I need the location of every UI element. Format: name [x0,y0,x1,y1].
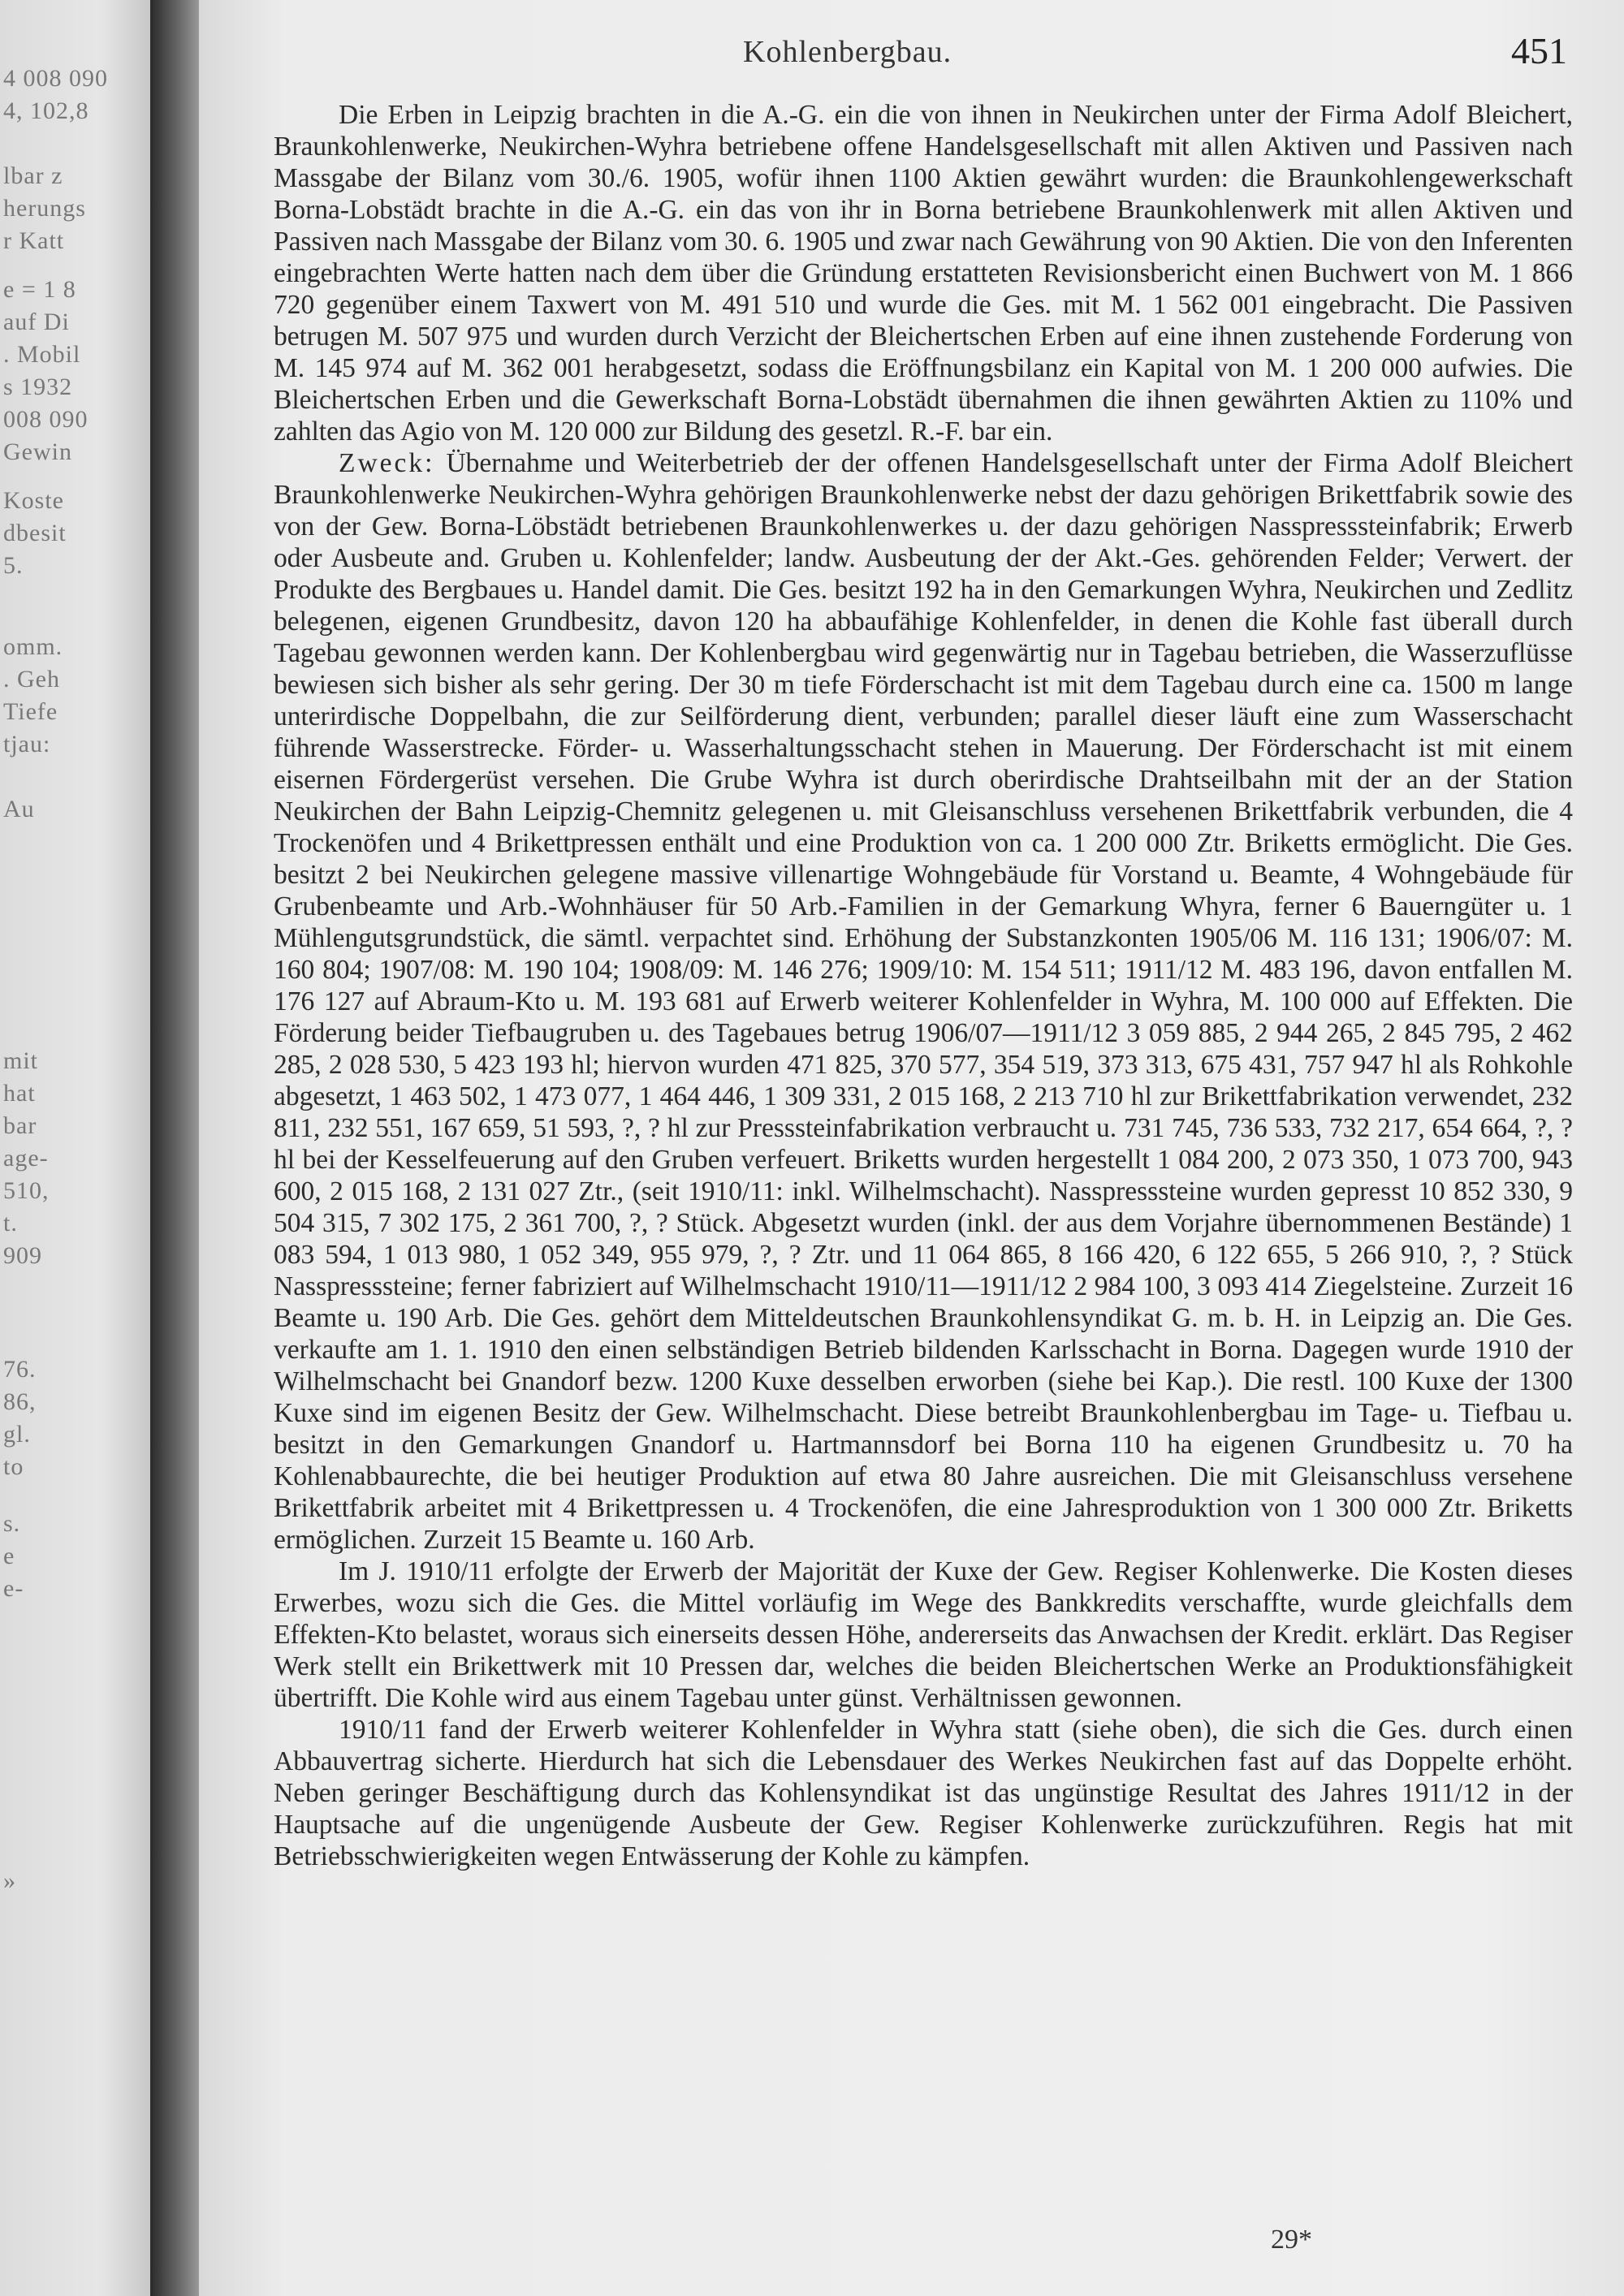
previous-page-fragment: 008 090 [3,406,89,433]
paragraph-wyhra [274,1714,1573,1872]
body-text [274,99,1573,1872]
previous-page-fragment: herungs [3,195,86,222]
previous-page-fragment: » [3,1867,16,1894]
previous-page-fragment: tjau: [3,731,51,757]
previous-page-fragment: s. [3,1510,21,1537]
previous-page-fragment: hat [3,1080,36,1107]
paragraph-text: Im J. 1910/11 erfolgte der Erwerb der Majorität der Kuxe der Gew. Regiser Kohlenwerke. Die Kosten dieses Erwerbes, wozu sich die Ges. die Mittel vorläufig im Wege des Bankkredits verschaffte, wurde gleichfalls dem Effekten-Kto belastet, woraus sich einerseits dessen Höhe, andererseits das Anwachsen der Kredit. erklärt. Das Regiser Werk stellt ein Brikettwerk mit 10 Pressen dar, welches die beiden Bleichertschen Werke an Produktionsfähigkeit übertrifft. Die Kohle wird aus einem Tagebau unter günst. Verhältnissen gewonnen. [274,1556,1573,1713]
previous-page-fragment: t. [3,1210,18,1236]
running-header: Kohlenbergbau. [743,35,952,69]
page-number: 451 [1511,30,1567,71]
previous-page-fragment: to [3,1453,24,1480]
previous-page-fragment: e [3,1543,15,1569]
document-page [199,0,1624,2296]
previous-page-fragment: 510, [3,1177,50,1204]
previous-page-fragment: omm. [3,633,63,660]
previous-page-fragment: 5. [3,552,24,579]
previous-page-fragment: lbar z [3,162,63,189]
previous-page-edge [0,0,166,2296]
previous-page-fragment: gl. [3,1421,31,1448]
previous-page-fragment: s 1932 [3,373,73,400]
previous-page-fragment: dbesit [3,520,67,546]
previous-page-fragment: bar [3,1112,37,1139]
previous-page-fragment: 76. [3,1356,37,1383]
paragraph-text: Übernahme und Weiterbetrieb der der offenen Handelsgesellschaft unter der Firma Adolf Bleichert Braunkohlenwerke Neukirchen-Wyhra gehörigen Braunkohlenwerke nebst der dazu gehörigen Brikettfabrik sowie des von der Gew. Borna-Löbstädt betriebenen Braunkohlenwerkes u. der dazu gehörigen Nasspresssteinfabrik; Erwerb oder Ausbeute and. Gruben u. Kohlenfelder; landw. Ausbeutung der der Akt.-Ges. gehörenden Felder; Verwert. der Produkte des Bergbaues u. Handel damit. Die Ges. besitzt 192 ha in den Gemarkungen Wyhra, Neukirchen und Zedlitz belegenen, eigenen Grundbesitz, davon 120 ha abbaufähige Kohlenfelder, in denen die Kohle fast überall durch Tagebau gewonnen werden kann. Der Kohlenbergbau wird gegenwärtig nur in Tagebau betrieben, die Wasserzuflüsse bewiesen sich bisher als sehr gering. Der 30 m tiefe Förderschacht ist mit dem Tagebau durch eine ca. 1500 m lange unterirdische Doppelbahn, die zur Seilförderung dient, verbunden; parallel dieser läuft eine zum Wasserschacht führende Wasserstrecke. Förder- u. Wasserhaltungsschacht stehen in Mauerung. Der Förderschacht ist mit einem eisernen Fördergerüst versehen. Die Grube Wyhra ist durch oberirdische Drahtseilbahn mit der an der Station Neukirchen der Bahn Leipzig-Chemnitz gelegenen u. mit Gleisanschluss versehenen Brikettfabrik verbunden, die 4 Trockenöfen und 4 Brikettpressen enthält und eine Produktion von ca. 1 200 000 Ztr. Briketts ermöglicht. Die Ges. besitzt 2 bei Neukirchen gelegene massive villenartige Wohngebäude für Vorstand u. Beamte, 4 Wohngebäude für Grubenbeamte und Arb.-Wohnhäuser für 50 Arb.-Familien in der Gemarkung Whyra, ferner 6 Bauerngüter u. 1 Mühlengutsgrundstück, die sämtl. verpachtet sind. Erhöhung der Substanzkonten 1905/06 M. 116 131; 1906/07: M. 160 804; 1907/08: M. 190 104; 1908/09: M. 146 276; 1909/10: M. 154 511; 1911/12 M. 483 196, davon entfallen M. 176 127 auf Abraum-Kto u. M. 193 681 auf Erwerb weiterer Kohlenfelder in Wyhra, M. 100 000 auf Effekten. Die Förderung beider Tiefbaugruben u. des Tagebaues betrug 1906/07—1911/12 3 059 885, 2 944 265, 2 845 795, 2 462 285, 2 028 530, 5 423 193 hl; hiervon wurden 471 825, 370 577, 354 519, 373 313, 675 431, 757 947 hl als Rohkohle abgesetzt, 1 463 502, 1 473 077, 1 464 446, 1 309 331, 2 015 168, 2 213 710 hl zur Brikettfabrikation verwendet, 232 811, 232 551, 167 659, 51 593, ?, ? hl zur Presssteinfabrikation verbraucht u. 731 745, 736 533, 732 217, 654 664, ?, ? hl bei der Kesselfeuerung auf den Gruben verfeuert. Briketts wurden hergestellt 1 084 200, 2 073 350, 1 073 700, 943 600, 2 015 168, 2 131 027 Ztr., (seit 1910/11: inkl. Wilhelmschacht). Nasspresssteine wurden gepresst 10 852 330, 9 504 315, 7 302 175, 2 361 700, ?, ? Stück. Abgesetzt wurden (inkl. der aus dem Vorjahre übernommenen Bestände) 1 083 594, 1 013 980, 1 052 349, 955 979, ?, ? Ztr. und 11 064 865, 8 166 420, 6 122 655, 5 266 910, ?, ? Stück Nasspresssteine; ferner fabriziert auf Wilhelmschacht 1910/11—1911/12 2 984 100, 3 093 414 Ziegelsteine. Zurzeit 16 Beamte u. 190 Arb. Die Ges. gehört dem Mitteldeutschen Braunkohlensyndikat G. m. b. H. in Leipzig an. Die Ges. verkaufte am 1. 1. 1910 den einen selbständigen Betrieb bildenden Karlsschacht in Borna. Dagegen wurde 1910 der Wilhelmschacht bei Gnandorf bezw. 1200 Kuxe desselben erworben (siehe bei Kap.). Die restl. 100 Kuxe der 1300 Kuxe sind im eigenen Besitz der Gew. Wilhelmschacht. Diese betreibt Braunkohlenbergbau im Tage- u. Tiefbau u. besitzt in den Gemarkungen Gnandorf u. Hartmannsdorf bei Borna 110 ha eigenen Grundbesitz u. 70 ha Kohlenabbaurechte, die bei heutiger Produktion auf etwa 80 Jahre ausreichen. Die mit Gleisanschluss versehene Brikettfabrik arbeitet mit 4 Brikettpressen u. 4 Trockenöfen, die eine Jahresproduktion von 1 300 000 Ztr. Briketts ermöglichen. Zurzeit 15 Beamte u. 160 Arb. [274,448,1574,1555]
previous-page-fragment: e- [3,1575,24,1602]
previous-page-fragment: . Mobil [3,341,81,368]
previous-page-fragment: Au [3,796,35,822]
previous-page-fragment: 4 008 090 [3,65,108,92]
previous-page-fragment: 4, 102,8 [3,97,89,124]
previous-page-fragment: auf Di [3,309,70,335]
previous-page-fragment: e = 1 8 [3,276,76,303]
paragraph-text: Die Erben in Leipzig brachten in die A.-G. ein die von ihnen in Neukirchen unter der Firma Adolf Bleichert, Braunkohlenwerke, Neukirchen-Wyhra betriebene offene Handelsgesellschaft mit allen Aktiven und Passiven nach Massgabe der Bilanz vom 30./6. 1905, wofür ihnen 1100 Aktien gewährt wurden: die Braunkohlengewerkschaft Borna-Lobstädt brachte in die A.-G. ein das von ihr in Borna betriebene Braunkohlenwerk mit allen Aktiven und Passiven nach Massgabe der Bilanz vom 30. 6. 1905 und zwar nach Gewährung von 90 Aktien. Die von den Inferenten eingebrachten Werte hatten nach dem über die Gründung erstatteten Revisionsbericht einen Buchwert von M. 1 866 720 gegenüber einem Taxwert von M. 491 510 und wurde die Ges. mit M. 1 562 001 eingebracht. Die Passiven betrugen M. 507 975 und wurden durch Verzicht der Bleichertschen Erben auf eine ihnen zustehende Forderung von M. 145 974 auf M. 362 001 herabgesetzt, sodass die Eröffnungsbilanz ein Kapital von M. 1 200 000 aufwies. Die Bleichertschen Erben und die Gewerkschaft Borna-Lobstädt übernahmen die ihnen gewährten Aktien zu 110% und zahlten das Agio von M. 120 000 zur Bildung des gesetzl. R.-F. bar ein. [274,100,1573,447]
signature-mark: 29* [1271,2225,1312,2255]
previous-page-fragment: age- [3,1145,49,1172]
previous-page-fragment: . Geh [3,666,60,693]
previous-page-fragment: Koste [3,487,64,514]
paragraph-text: 1910/11 fand der Erwerb weiterer Kohlenfelder in Wyhra statt (siehe oben), die sich die Ges. durch einen Abbauvertrag sicherte. Hierdurch hat sich die Lebensdauer des Werkes Neukirchen fast auf das Doppelte erhöht. Neben geringer Beschäftigung durch das Kohlensyndikat ist das ungünstige Resultat des Jahres 1911/12 in der Hauptsache auf die ungenügende Ausbeute der Gew. Regiser Kohlenwerke zurückzuführen. Regis hat mit Betriebsschwierigkeiten wegen Entwässerung der Kohle zu kämpfen. [274,1715,1573,1871]
paragraph-lead: Zweck: [339,448,435,478]
previous-page-fragment: mit [3,1047,39,1074]
paragraph-regis [274,1556,1573,1714]
paragraph-founding [274,99,1573,447]
paragraph-purpose [274,447,1573,1556]
previous-page-fragment: r Katt [3,227,65,254]
previous-page-fragment: 86, [3,1388,37,1415]
previous-page-fragment: 909 [3,1242,42,1269]
previous-page-fragment: Gewin [3,438,72,465]
previous-page-fragment: Tiefe [3,698,58,725]
